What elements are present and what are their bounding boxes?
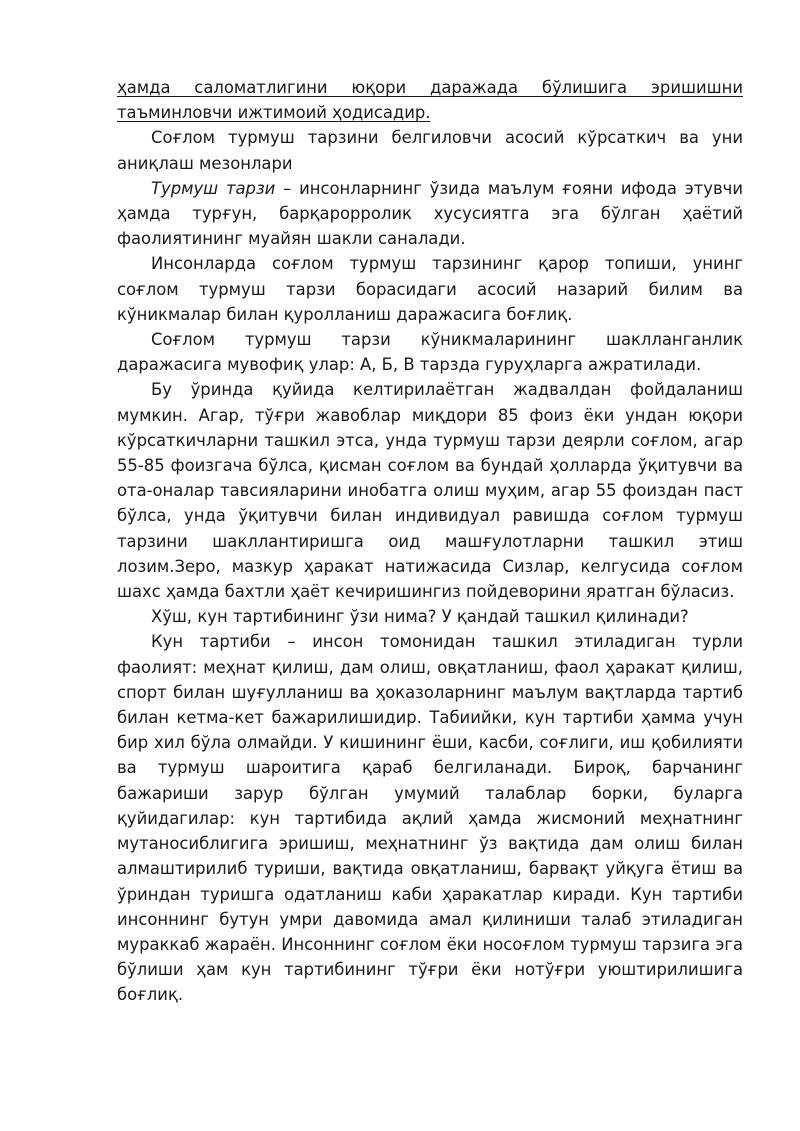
paragraph-continuation: ҳамда саломатлигини юқори даражада бўлишига эришишни таъминловчи ижтимоий ҳодисадир. (117, 78, 743, 123)
paragraph-question: Хўш, кун тартибининг ўзи нима? У қандай ташкил қилинади? (151, 607, 689, 627)
paragraph: Кун тартиби – инсон томонидан ташкил этиладиган турли фаолият: меҳнат қилиш, дам олиш, овқатланиш, фаол ҳаракат қилиш, спорт билан шуғулланиш ва ҳоказоларнинг маълум вақтларда тартиб билан кетма-кет бажарилишидир. Табиийки, кун тартиби ҳамма учун бир хил бўла олмайди. У кишининг ёши, касби, соғлиги, иш қобилияти ва турмуш шароитига қараб белгиланади. Бироқ, барчанинг бажариши зарур бўлган умумий талаблар борки, буларга қуйидагилар: кун тартибида ақлий ҳамда жисмоний меҳнатнинг мутаносиблигига эришиш, меҳнатнинг ўз вақтида дам олиш билан алмаштирилиб туриши, вақтида овқатланиш, барвақт уйқуга ётиш ва ўриндан туришга одатланиш каби ҳаракатлар киради. Кун тартиби инсоннинг бутун умри давомида амал қилиниши талаб этиладиган мураккаб жараён. Инсоннинг соғлом ёки носоғлом турмуш тарзига эга бўлиши ҳам кун тартибининг тўғри ёки нотўғри уюштирилишига боғлиқ. (117, 632, 743, 1005)
paragraph: Соғлом турмуш тарзи кўникмаларининг шаклланганлик даражасига мувофиқ улар: А, Б, В тарзда гуруҳларга ажратилади. (117, 330, 743, 375)
paragraph: Инсонларда соғлом турмуш тарзининг қарор топиши, унинг соғлом турмуш тарзи борасидаги асосий назарий билим ва кўникмалар билан қуролланиш даражасига боғлиқ. (117, 254, 743, 324)
paragraph-definition (117, 176, 743, 252)
definition-text: – инсонларнинг ўзида маълум ғояни ифода этувчи ҳамда турғун, барқарорролик хусусиятга эга бўлган ҳаётий фаолиятининг муайян шакли саналади. (117, 178, 743, 249)
defined-term: Турмуш тарзи (151, 178, 276, 198)
paragraph-heading: Соғлом турмуш тарзини белгиловчи асосий кўрсаткич ва уни аниқлаш мезонлари (117, 128, 743, 173)
document-page (117, 75, 743, 1008)
paragraph: Бу ўринда қуйида келтирилаётган жадвалдан фойдаланиш мумкин. Агар, тўғри жавоблар миқдори 85 фоиз ёки ундан юқори кўрсаткичларни ташкил этса, унда турмуш тарзи деярли соғлом, агар 55-85 фоизгача бўлса, қисман соғлом ва бундай ҳолларда ўқитувчи ва ота-оналар тавсияларини инобатга олиш муҳим, агар 55 фоиздан паст бўлса, унда ўқитувчи билан индивидуал равишда соғлом турмуш тарзини шакллантиришга оид машғулотларни ташкил этиш лозим.Зеро, мазкур ҳаракат натижасида Сизлар, келгусида соғлом шахс ҳамда бахтли ҳаёт кечиришингиз пойдеворини яратган бўласиз. (117, 380, 743, 602)
